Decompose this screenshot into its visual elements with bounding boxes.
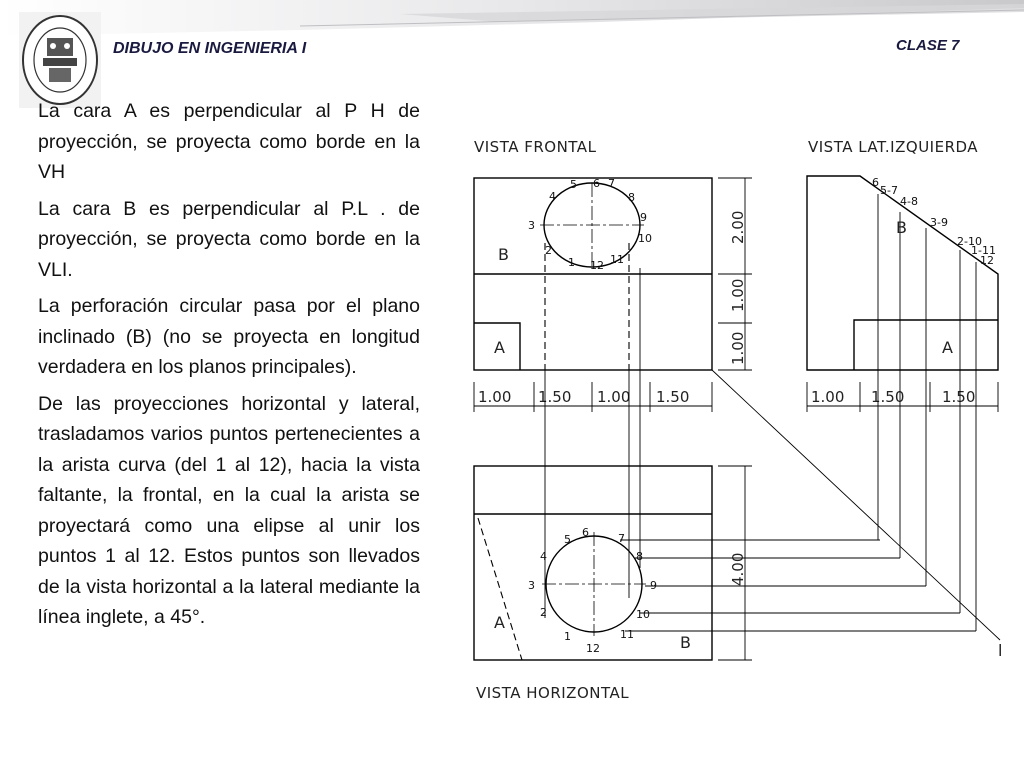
lateral-pt-2-10: 2-10 <box>957 235 982 248</box>
dim-frontal-150-right: 1.50 <box>656 388 690 406</box>
horizontal-pt-12: 12 <box>586 642 600 655</box>
horizontal-view <box>474 466 752 702</box>
frontal-pt-12: 12 <box>590 259 604 272</box>
dim-lateral-150a: 1.50 <box>871 388 905 406</box>
paragraph-face-b: La cara B es perpendicular al P.L . de proyección, se proyecta como borde en la VLI. <box>38 197 420 281</box>
orthographic-projection-drawing <box>460 128 1024 768</box>
face-b-lateral: B <box>896 218 907 237</box>
frontal-view <box>474 177 752 412</box>
face-a-lateral: A <box>942 338 953 357</box>
explanation-text <box>38 96 420 639</box>
frontal-pt-5: 5 <box>570 178 577 191</box>
face-b-frontal: B <box>498 245 509 264</box>
frontal-pt-1: 1 <box>568 256 575 269</box>
horizontal-pt-6: 6 <box>582 526 589 539</box>
dim-frontal-150-left: 1.50 <box>538 388 572 406</box>
horizontal-pt-8: 8 <box>636 550 643 563</box>
face-b-horizontal: B <box>680 633 691 652</box>
horizontal-pt-1: 1 <box>564 630 571 643</box>
frontal-pt-10: 10 <box>638 232 652 245</box>
face-a-frontal: A <box>494 338 505 357</box>
horizontal-pt-3: 3 <box>528 579 535 592</box>
horizontal-pt-7: 7 <box>618 532 625 545</box>
dim-lateral-150b: 1.50 <box>942 388 976 406</box>
dim-frontal-100a: 1.00 <box>729 278 747 312</box>
dim-frontal-200: 2.00 <box>729 210 747 244</box>
lateral-pt-3-9: 3-9 <box>930 216 948 229</box>
dim-frontal-100b: 1.00 <box>729 331 747 365</box>
label-vista-lateral: VISTA LAT.IZQUIERDA <box>808 138 979 156</box>
dim-horizontal-400: 4.00 <box>729 552 747 586</box>
paragraph-procedure: De las proyecciones horizontal y lateral, trasladamos varios puntos pertenecientes a la arista curva (del 1 al 12), hacia la vista faltante, la frontal, en la cual la arista se proyectará como una elipse al unir los puntos 1 al 12. Estos puntos son llevados de la vista horizontal a la lateral mediante la línea inglete, a 45°. <box>38 392 420 628</box>
lateral-pt-12: 12 <box>980 254 994 267</box>
face-a-horizontal: A <box>494 613 505 632</box>
horizontal-pt-11: 11 <box>620 628 634 641</box>
dim-lateral-100: 1.00 <box>811 388 845 406</box>
frontal-pt-9: 9 <box>640 211 647 224</box>
lateral-pt-1-11: 1-11 <box>971 244 996 257</box>
projection-lines <box>545 268 1002 660</box>
horizontal-pt-9: 9 <box>650 579 657 592</box>
university-seal-icon <box>19 12 101 108</box>
frontal-pt-2: 2 <box>545 244 552 257</box>
dim-frontal-100-mid: 1.00 <box>597 388 631 406</box>
frontal-pt-3: 3 <box>528 219 535 232</box>
frontal-pt-4: 4 <box>549 190 556 203</box>
dim-frontal-100-left: 1.00 <box>478 388 512 406</box>
frontal-pt-8: 8 <box>628 191 635 204</box>
paragraph-circular-hole: La perforación circular pasa por el plano inclinado (B) (no se proyecta en longitud verdadera en los planos principales). <box>38 295 420 378</box>
paragraph-face-a: La cara A es perpendicular al P H de proyección, se proyecta como borde en la VH <box>38 100 420 183</box>
horizontal-pt-5: 5 <box>564 533 571 546</box>
class-label: CLASE 7 <box>896 37 960 54</box>
frontal-pt-6: 6 <box>593 177 600 190</box>
label-vista-frontal: VISTA FRONTAL <box>474 138 597 156</box>
lateral-view <box>807 176 998 412</box>
frontal-pt-11: 11 <box>610 253 624 266</box>
horizontal-pt-4: 4 <box>540 550 547 563</box>
label-vista-horizontal: VISTA HORIZONTAL <box>476 684 630 702</box>
lateral-pt-4-8: 4-8 <box>900 195 918 208</box>
frontal-pt-7: 7 <box>608 177 615 190</box>
lateral-pt-6: 6 <box>872 176 879 189</box>
course-title: DIBUJO EN INGENIERIA I <box>113 40 307 57</box>
horizontal-pt-10: 10 <box>636 608 650 621</box>
lateral-pt-5-7: 5-7 <box>880 184 898 197</box>
miter-line-label: l <box>998 641 1003 660</box>
horizontal-pt-2: 2 <box>540 606 547 619</box>
